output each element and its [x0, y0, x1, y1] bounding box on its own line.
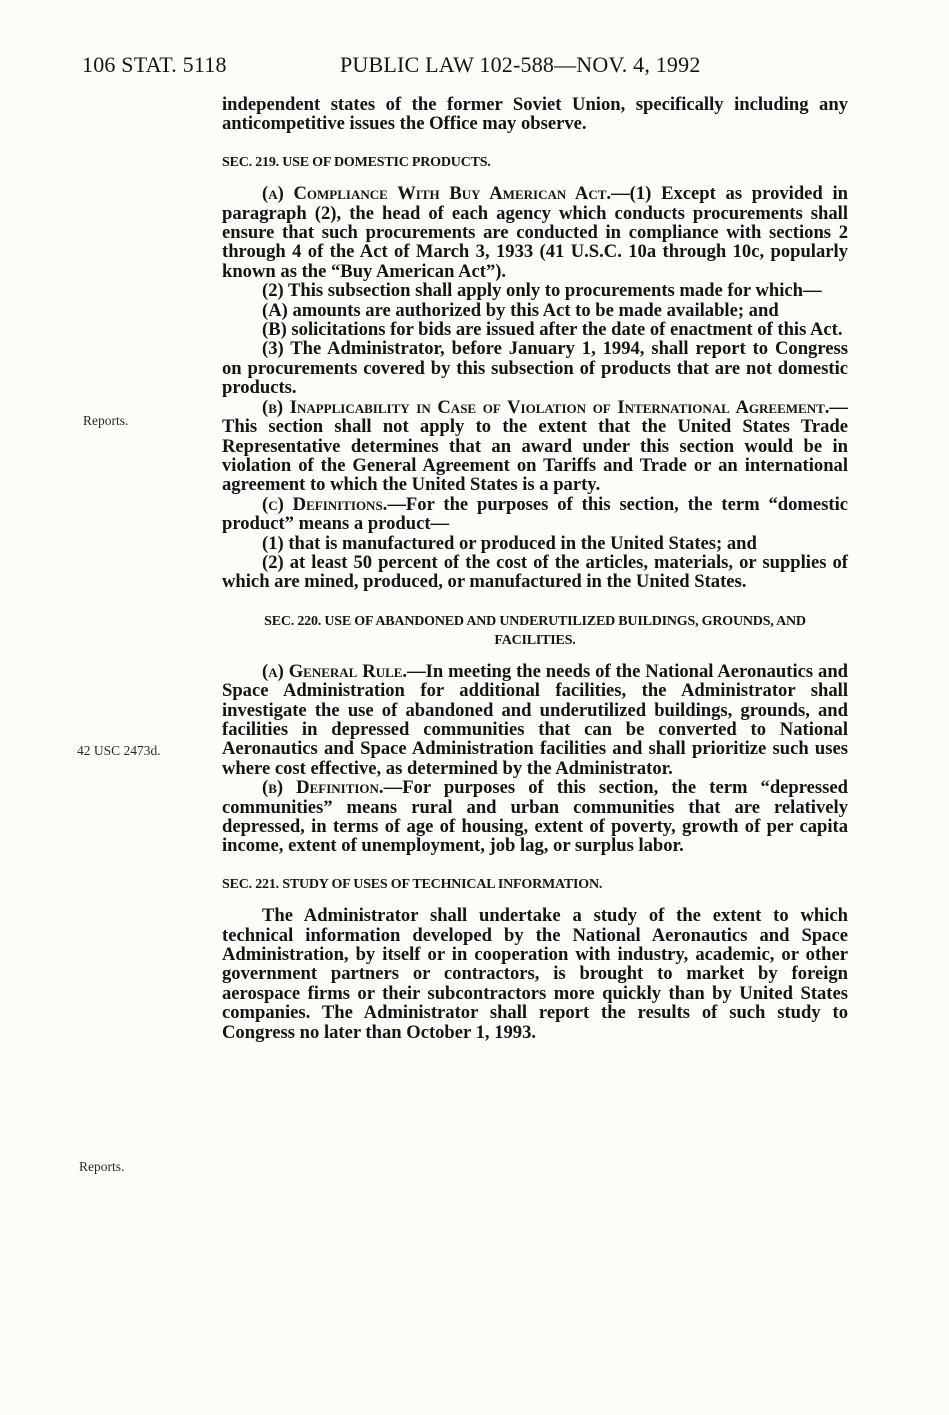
page-ref: 106 STAT. 5118 [82, 52, 227, 77]
margin-note-reports: Reports. [79, 1159, 125, 1174]
subsection-label: (b) Definition. [262, 777, 384, 799]
subsection-text: —In meeting the needs of the National Aeronautics and Space Administration for additional facilities, the Administrator shall investigate the use of abandoned and underutilized buildings, grounds, and facilities in depressed communities that can be converted to National Aeronautics and Space Administration facilities and shall prioritize such uses where cost effective, as determined by the Administrator. [222, 660, 849, 779]
subsection-text: —This section shall not apply to the extent that the United States Trade Representative determines that an award under this section would be in violation of the General Agreement on Tariffs and Trade or an international agreement to which the United States is a party. [222, 396, 848, 496]
margin-note-usc: 42 USC 2473d. [77, 743, 161, 758]
subsection-label: (b) Inapplicability in Case of Violation of International Agreement. [262, 396, 830, 418]
section-heading: SEC. 220. USE OF ABANDONED AND UNDERUTILIZED BUILDINGS, GROUNDS, AND FACILITIES. [264, 613, 806, 648]
subsection-text: —For the purposes of this section, the term “domestic product” means a product— [222, 493, 848, 535]
paragraph [222, 495, 848, 534]
document-body [222, 95, 848, 1042]
paragraph [222, 662, 848, 778]
subsection-label: (c) Definitions. [262, 493, 388, 515]
subsection-text: —For purposes of this section, the term “depressed communities” means rural and urban communities that are relatively depressed, in terms of age of housing, extent of poverty, growth of per capita income, extent of unemployment, job lag, or surplus labor. [222, 777, 849, 857]
paragraph: (2) This subsection shall apply only to procurements made for which— [262, 280, 822, 302]
paragraph: (1) that is manufactured or produced in the United States; and [262, 532, 757, 554]
paragraph: independent states of the former Soviet Union, specifically including any anticompetitive issues the Office may observe. [222, 94, 848, 135]
paragraph: (3) The Administrator, before January 1, 1994, shall report to Congress on procurements covered by this subsection of products that are not domestic products. [222, 338, 848, 399]
law-title: PUBLIC LAW 102-588—NOV. 4, 1992 [340, 52, 701, 77]
paragraph: (2) at least 50 percent of the cost of the articles, materials, or supplies of which are mined, produced, or manufactured in the United States. [222, 551, 848, 593]
subsection-label: (a) General Rule. [262, 660, 408, 682]
subsection-label: (a) Compliance With Buy American Act. [262, 183, 612, 205]
margin-note-reports: Reports. [83, 413, 129, 428]
paragraph: (B) solicitations for bids are issued after the date of enactment of this Act. [262, 319, 843, 341]
section-heading: SEC. 219. USE OF DOMESTIC PRODUCTS. [222, 154, 491, 170]
paragraph: (A) amounts are authorized by this Act to be made available; and [262, 299, 779, 321]
paragraph: The Administrator shall undertake a study of the extent to which technical information developed by the National Aeronautics and Space Administration, by itself or in cooperation with industry, academic, or other government partners or contractors, is brought to market by foreign aerospace firms or their subcontractors more quickly than by United States companies. The Administrator shall report the results of such study to Congress no later than October 1, 1993. [222, 905, 848, 1043]
section-heading: SEC. 221. STUDY OF USES OF TECHNICAL INFORMATION. [222, 876, 603, 892]
subsection-text: —(1) Except as provided in paragraph (2), the head of each agency which conducts procurements shall ensure that such procurements are conducted in compliance with sections 2 through 4 of the Act of March 3, 1933 (41 U.S.C. 10a through 10c, popularly known as the “Buy American Act”). [222, 183, 848, 282]
paragraph [222, 778, 848, 856]
paragraph [222, 184, 848, 281]
paragraph [222, 398, 848, 495]
